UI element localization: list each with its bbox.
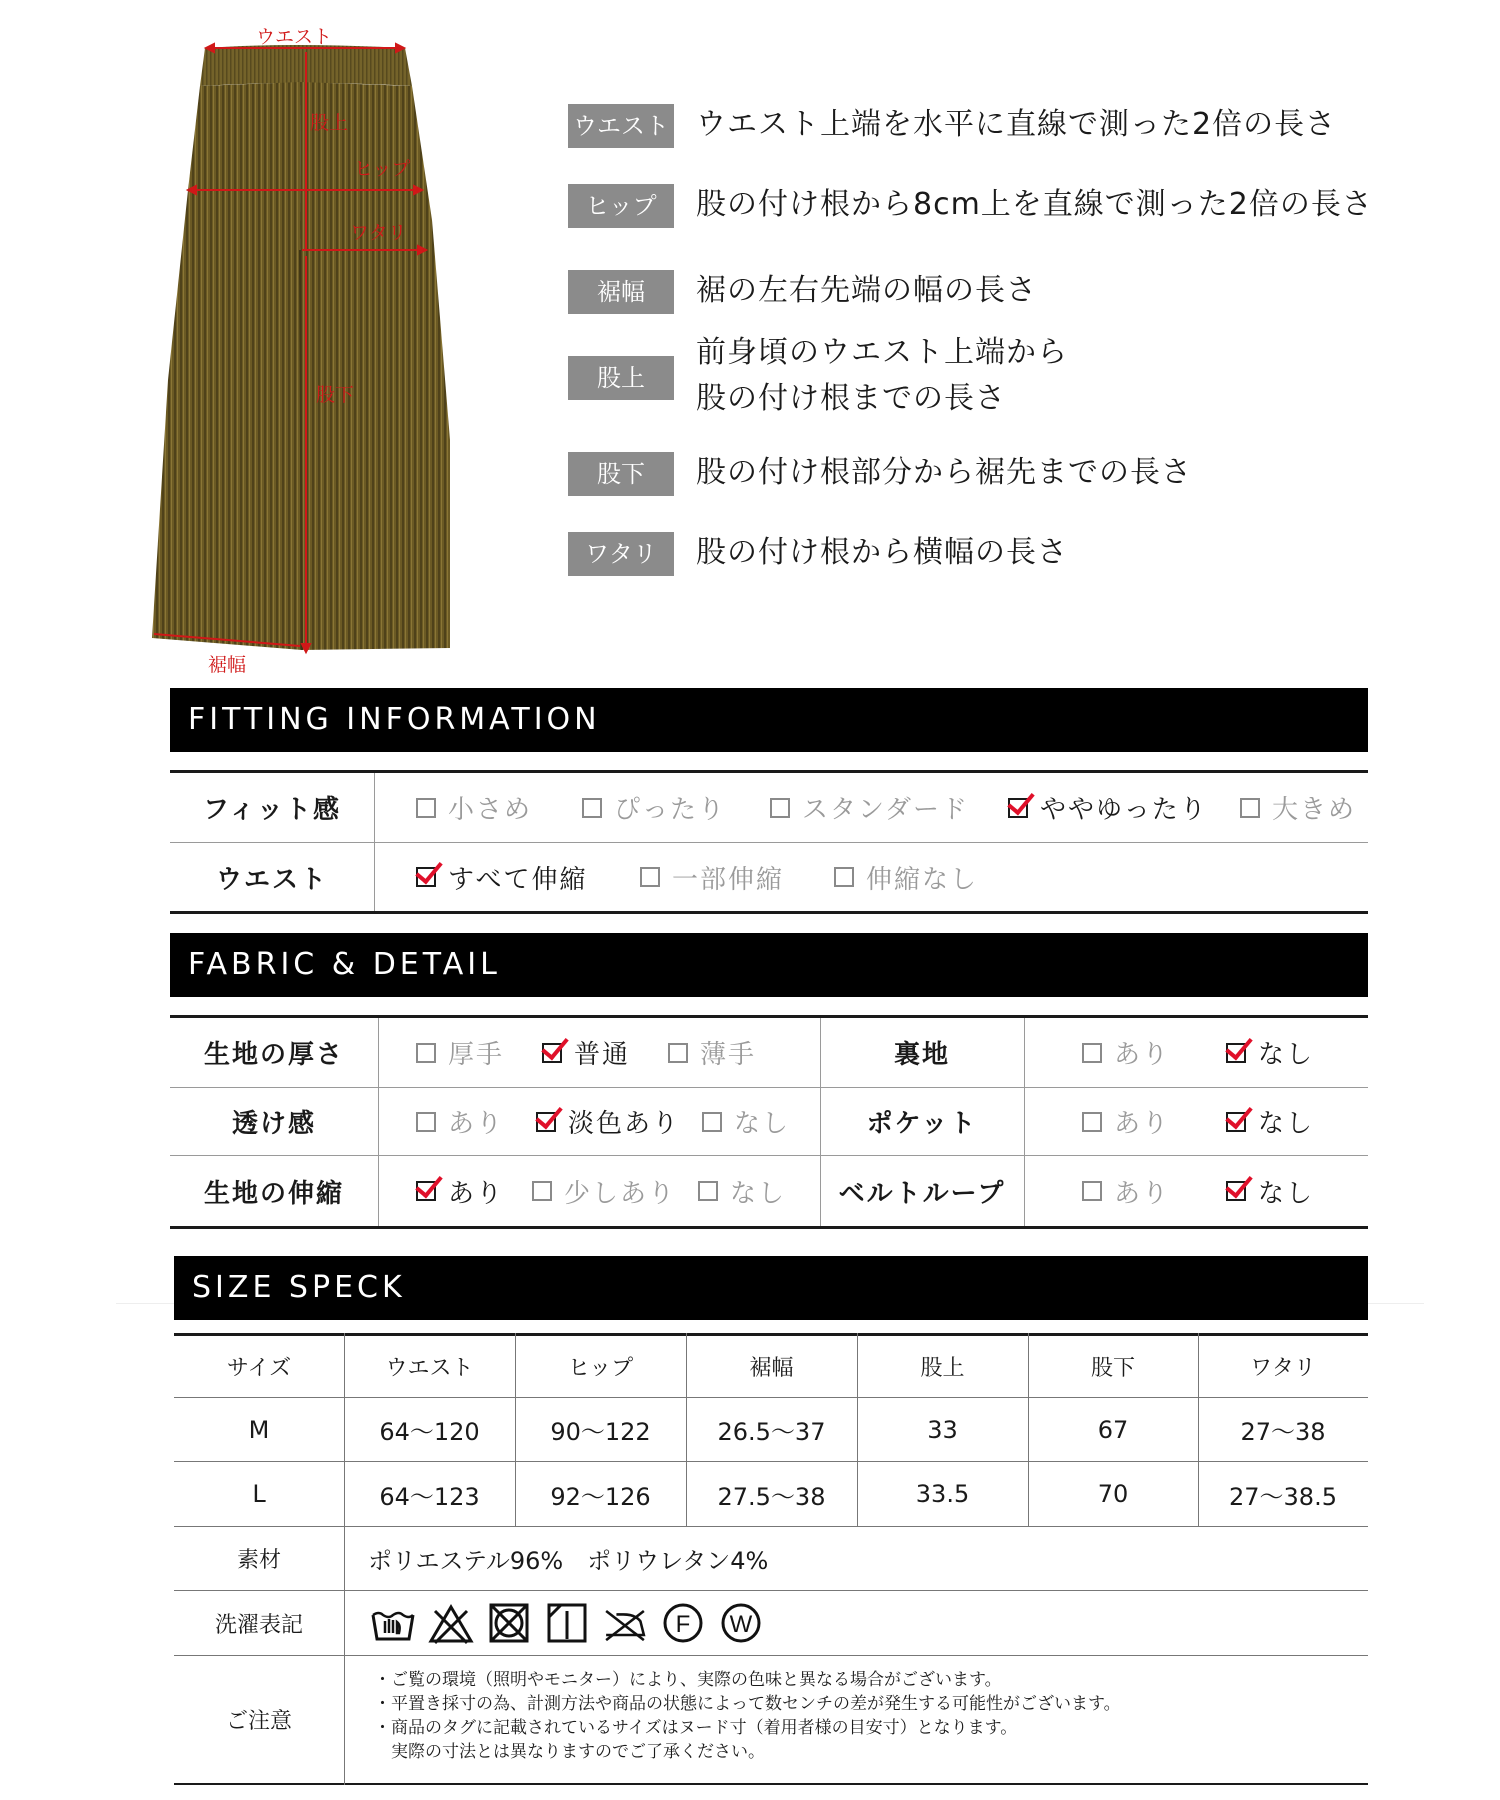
fabric-row-thickness (170, 1018, 1368, 1088)
option-sheer-yes[interactable] (416, 1088, 504, 1155)
material-value: ポリエステル96% ポリウレタン4% (368, 1547, 769, 1575)
option-label: 小さめ (448, 795, 533, 825)
definition-tag: ヒップ (568, 184, 674, 228)
definition-tag: 裾幅 (568, 270, 674, 314)
size-cell: 27〜38 (1240, 1418, 1326, 1446)
checkbox[interactable] (640, 867, 660, 887)
row-label: フィット感 (203, 795, 341, 825)
option-no-stretch[interactable] (834, 843, 978, 911)
diagram-label-hem: 裾幅 (208, 654, 247, 676)
care-letter-f: F (675, 1611, 691, 1638)
size-cell: 33.5 (915, 1480, 970, 1508)
definition-tag: ワタリ (568, 532, 674, 576)
material-row (174, 1527, 1368, 1591)
diagram-label-rise: 股上 (310, 112, 349, 134)
size-header-row (174, 1333, 1368, 1398)
line-dry-shade-icon (543, 1599, 591, 1647)
row-label: 生地の厚さ (203, 1040, 344, 1070)
row-label: 生地の伸縮 (203, 1178, 344, 1209)
no-bleach-icon (427, 1599, 475, 1647)
option-label: 淡色あり (568, 1109, 681, 1139)
checkbox-checked[interactable] (1226, 1181, 1246, 1201)
checkbox-checked[interactable] (536, 1112, 556, 1132)
option-label: 少しあり (564, 1178, 677, 1209)
option-label: スタンダード (802, 795, 969, 825)
fitting-row-waist (170, 843, 1368, 911)
checkbox[interactable] (1082, 1181, 1102, 1201)
row-label-belt-loop: ベルトループ (838, 1178, 1006, 1209)
option-partial-stretch[interactable] (640, 843, 784, 911)
size-cell: 64〜120 (379, 1418, 480, 1446)
option-lining-no[interactable] (1226, 1018, 1314, 1087)
header-cell: ウエスト (385, 1356, 474, 1381)
option-label: あり (1114, 1109, 1171, 1139)
checkbox-checked[interactable] (1226, 1043, 1246, 1063)
fabric-row-sheerness (170, 1088, 1368, 1156)
option-label: 大きめ (1272, 795, 1357, 825)
fabric-table (170, 1015, 1368, 1229)
header-cell: サイズ (226, 1356, 292, 1381)
option-stretch-slight[interactable] (532, 1156, 676, 1226)
diagram-label-inseam: 股下 (316, 384, 355, 406)
wet-clean-w-icon (717, 1599, 765, 1647)
option-label: あり (448, 1109, 505, 1139)
fitting-information-header: FITTING INFORMATION (170, 688, 1368, 752)
size-row-m (174, 1398, 1368, 1462)
option-label: ぴったり (614, 795, 727, 825)
size-speck-header: SIZE SPECK (174, 1256, 1368, 1320)
note-line: 実際の寸法とは異なりますのでご了承ください。 (374, 1742, 765, 1762)
row-label: 透け感 (231, 1109, 316, 1139)
option-label: 普通 (574, 1040, 631, 1070)
option-lining-yes[interactable] (1082, 1018, 1170, 1087)
checkbox-checked[interactable] (1226, 1112, 1246, 1132)
checkbox-checked[interactable] (416, 867, 436, 887)
care-label: 洗濯表記 (214, 1612, 303, 1638)
material-label: 素材 (236, 1548, 281, 1573)
option-label: 厚手 (448, 1040, 505, 1070)
option-label: すべて伸縮 (448, 864, 588, 895)
checkbox-checked[interactable] (542, 1043, 562, 1063)
header-cell: ヒップ (567, 1356, 634, 1381)
size-cell: M (248, 1415, 270, 1444)
definition-text-line1: 前身頃のウエスト上端から (696, 335, 1068, 370)
note-line: ・商品のタグに記載されているサイズはヌード寸（着用者様の目安寸）となります。 (374, 1718, 1018, 1738)
checkbox[interactable] (834, 867, 854, 887)
checkbox[interactable] (532, 1181, 552, 1201)
checkbox[interactable] (668, 1043, 688, 1063)
size-cell: L (252, 1480, 266, 1508)
option-label: なし (1258, 1040, 1315, 1070)
option-sheer-light-colors[interactable] (536, 1088, 680, 1155)
fabric-detail-header: FABRIC & DETAIL (170, 933, 1368, 997)
notes-row (174, 1656, 1368, 1785)
notes-label: ご注意 (225, 1709, 292, 1734)
checkbox-checked[interactable] (416, 1181, 436, 1201)
note-line: ・平置き採寸の為、計測方法や商品の状態によって数センチの差が発生する可能性がございます。 (374, 1694, 1121, 1714)
dry-clean-f-icon (659, 1599, 707, 1647)
size-cell: 33 (927, 1415, 958, 1444)
fitting-table (170, 770, 1368, 914)
care-icons (369, 1591, 765, 1655)
definition-tag: 股下 (568, 452, 674, 496)
definition-text: 股の付け根から8cm上を直線で測った2倍の長さ (696, 187, 1373, 222)
option-label: なし (730, 1178, 787, 1209)
option-stretch-yes[interactable] (416, 1156, 504, 1226)
checkbox[interactable] (1082, 1112, 1102, 1132)
header-cell: 股上 (920, 1356, 965, 1381)
option-label: あり (1114, 1178, 1171, 1209)
size-cell: 70 (1097, 1480, 1129, 1508)
size-cell: 26.5〜37 (717, 1418, 826, 1446)
fitting-row-fit (170, 773, 1368, 843)
option-belt-loop-yes[interactable] (1082, 1156, 1170, 1226)
checkbox[interactable] (416, 1112, 436, 1132)
definition-tag: ウエスト (568, 104, 674, 148)
option-fitted[interactable] (582, 773, 726, 842)
definition-text: ウエスト上端を水平に直線で測った2倍の長さ (696, 107, 1337, 142)
definition-tag: 股上 (568, 356, 674, 400)
row-label: ウエスト (215, 864, 328, 895)
option-label: なし (1258, 1109, 1315, 1139)
option-stretch-no[interactable] (698, 1156, 786, 1226)
option-belt-loop-no[interactable] (1226, 1156, 1314, 1226)
diagram-label-thigh: ワタリ (350, 222, 407, 244)
care-letter-w: W (729, 1611, 753, 1638)
size-cell: 64〜123 (379, 1482, 480, 1511)
size-cell: 92〜126 (550, 1482, 651, 1511)
size-cell: 67 (1097, 1415, 1129, 1444)
size-cell: 27.5〜38 (717, 1482, 826, 1511)
option-label: あり (1114, 1040, 1171, 1070)
option-all-stretch[interactable] (416, 843, 587, 911)
option-label: ややゆったり (1040, 795, 1208, 825)
no-tumble-dry-icon (485, 1599, 533, 1647)
pants-measurement-diagram (150, 20, 470, 675)
option-label: 伸縮なし (866, 864, 979, 895)
option-large[interactable] (1240, 773, 1356, 842)
care-row (174, 1591, 1368, 1656)
option-label: 一部伸縮 (672, 864, 785, 895)
definition-text: 股の付け根部分から裾先までの長さ (696, 455, 1192, 490)
option-label: あり (448, 1178, 505, 1209)
option-label: なし (734, 1109, 791, 1139)
row-label-pocket: ポケット (866, 1109, 978, 1139)
option-small[interactable] (416, 773, 532, 842)
checkbox[interactable] (698, 1181, 718, 1201)
diagram-label-hip: ヒップ (354, 158, 411, 180)
note-line: ・ご覧の環境（照明やモニター）により、実際の色味と異なる場合がございます。 (374, 1670, 1002, 1690)
option-standard[interactable] (770, 773, 969, 842)
option-normal[interactable] (542, 1018, 630, 1087)
checkbox[interactable] (416, 798, 436, 818)
option-slightly-loose[interactable] (1008, 773, 1208, 842)
option-thick[interactable] (416, 1018, 504, 1087)
option-label: 薄手 (700, 1040, 757, 1070)
size-cell: 27〜38.5 (1229, 1482, 1337, 1511)
checkbox[interactable] (1240, 798, 1260, 818)
header-cell: 股下 (1090, 1356, 1135, 1381)
definition-text: 裾の左右先端の幅の長さ (696, 273, 1037, 308)
row-label-lining: 裏地 (893, 1040, 950, 1070)
fabric-row-stretch (170, 1156, 1368, 1226)
size-row-l (174, 1462, 1368, 1527)
notes-text (374, 1668, 1121, 1764)
option-pocket-no[interactable] (1226, 1088, 1314, 1155)
checkbox-checked[interactable] (1008, 798, 1028, 818)
checkbox[interactable] (416, 1043, 436, 1063)
checkbox[interactable] (1082, 1043, 1102, 1063)
checkbox[interactable] (582, 798, 602, 818)
hand-wash-30-icon (369, 1599, 417, 1647)
definition-text-line2: 股の付け根までの長さ (696, 381, 1006, 416)
header-cell: ワタリ (1250, 1356, 1316, 1381)
option-thin[interactable] (668, 1018, 756, 1087)
definition-text: 股の付け根から横幅の長さ (696, 535, 1068, 570)
header-cell: 裾幅 (749, 1356, 794, 1381)
low-iron-no-steam-icon (601, 1599, 649, 1647)
checkbox[interactable] (770, 798, 790, 818)
checkbox[interactable] (702, 1112, 722, 1132)
size-cell: 90〜122 (550, 1418, 651, 1446)
diagram-label-waist: ウエスト (256, 26, 333, 48)
size-table (174, 1333, 1368, 1785)
option-pocket-yes[interactable] (1082, 1088, 1170, 1155)
option-label: なし (1258, 1178, 1315, 1209)
option-sheer-no[interactable] (702, 1088, 790, 1155)
